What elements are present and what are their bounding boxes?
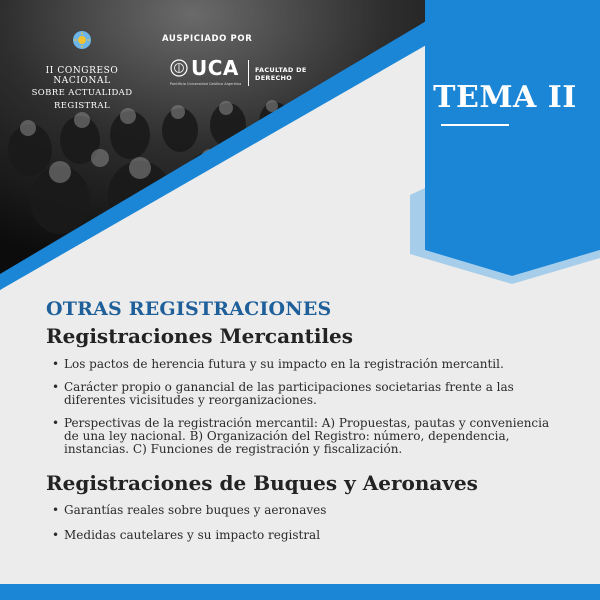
tema-title: TEMA II [433,80,577,115]
list-item: • Carácter propio o ganancial de las participaciones societarias frente a las diferentes vicisitudes y reorganizaciones. [46,381,566,407]
congress-logo [18,30,146,112]
group1-list [46,358,566,456]
congress-subtitle-1: SOBRE ACTUALIDAD [31,88,133,98]
faculty-name [255,66,307,82]
sun-emblem-icon [72,30,92,50]
tema-underline [441,124,509,126]
faculty-line-2: DERECHO [255,74,293,82]
group1-title: Registraciones Mercantiles [46,324,354,348]
group2-list [46,504,566,542]
content-area [46,297,566,554]
list-item: • Perspectivas de la registración mercantil: A) Propuestas, pautas y conveniencia de una ley nacional. B) Organización del Registro: número, dependencia, instancias. C) Funciones de registración y fiscalización. [46,417,566,456]
uca-logo-text: UCA [191,56,239,80]
uca-logo-subtext: Pontificia Universidad Católica Argentina [170,82,242,86]
faculty-line-1: FACULTAD DE [255,66,307,74]
sponsor-label: AUSPICIADO POR [162,34,253,44]
congress-subtitle-2: REGISTRAL [53,101,111,111]
group2-title: Registraciones de Buques y Aeronaves [46,471,478,495]
logo-divider [248,60,249,86]
list-item: • Garantías reales sobre buques y aeronaves [46,504,566,517]
list-item: • Medidas cautelares y su impacto registral [46,529,566,542]
congress-name: II CONGRESO NACIONAL [45,66,119,86]
list-item: • Los pactos de herencia futura y su impacto en la registración mercantil. [46,358,566,371]
tema-panel [425,0,600,276]
uca-seal-icon [170,59,188,77]
footer-bar [0,584,600,600]
section-title: OTRAS REGISTRACIONES [46,298,332,320]
uca-logo [170,58,239,78]
